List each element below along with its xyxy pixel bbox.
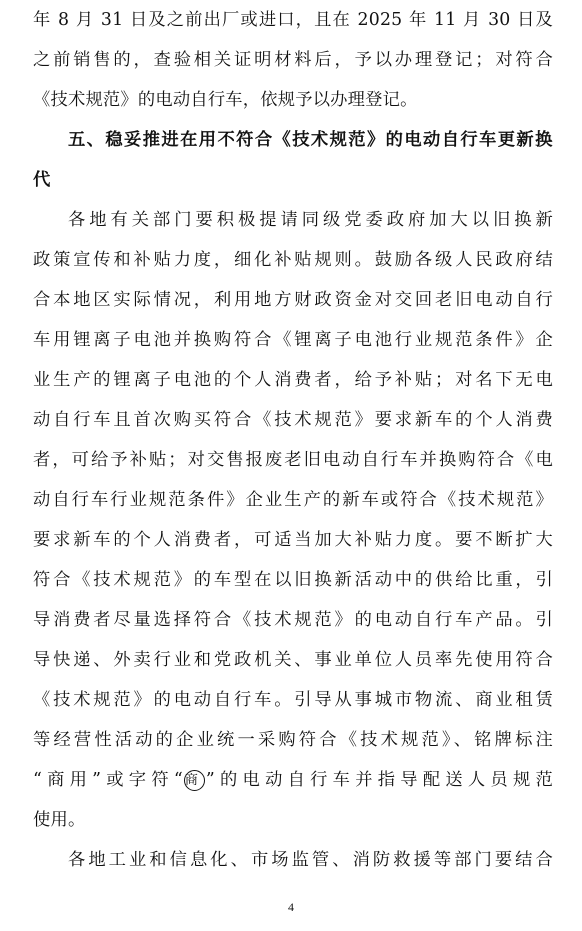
- stamp-line-after: ”的电动自行车并指导配送人员规范: [205, 770, 553, 790]
- stamp-line-before: “商用”或字符“: [33, 770, 183, 790]
- text-line: 动自行车行业规范条件》企业生产的新车或符合《技术规范》: [33, 490, 553, 510]
- text-line: 符合《技术规范》的车型在以旧换新活动中的供给比重，引: [33, 570, 553, 590]
- text-line: 政策宣传和补贴力度，细化补贴规则。鼓励各级人民政府结: [33, 250, 553, 270]
- text-line: 之前销售的，查验相关证明材料后，予以办理登记；对符合: [33, 50, 553, 70]
- text-line: 《技术规范》的电动自行车，依规予以办理登记。: [33, 90, 418, 110]
- text-line: 等经营性活动的企业统一采购符合《技术规范》、铭牌标注: [33, 730, 553, 750]
- section-heading-cont: 代: [33, 170, 51, 190]
- text-line: 导消费者尽量选择符合《技术规范》的电动自行车产品。引: [33, 610, 553, 630]
- text-line: 《技术规范》的电动自行车。引导从事城市物流、商业租赁: [33, 690, 553, 710]
- text-line: 车用锂离子电池并换购符合《锂离子电池行业规范条件》企: [33, 330, 553, 350]
- text-line-with-stamp: [33, 770, 553, 791]
- commercial-stamp-icon: 商: [184, 770, 205, 791]
- text-line: 合本地区实际情况，利用地方财政资金对交回老旧电动自行: [33, 290, 553, 310]
- section-heading: 五、稳妥推进在用不符合《技术规范》的电动自行车更新换: [68, 130, 553, 150]
- text-line: 者，可给予补贴；对交售报废老旧电动自行车并换购符合《电: [33, 450, 553, 470]
- text-line: 要求新车的个人消费者，可适当加大补贴力度。要不断扩大: [33, 530, 553, 550]
- page-number: 4: [288, 900, 294, 914]
- text-line: 使用。: [33, 810, 86, 830]
- paragraph-first-line: 各地有关部门要积极提请同级党委政府加大以旧换新: [68, 210, 553, 230]
- text-line: 动自行车且首次购买符合《技术规范》要求新车的个人消费: [33, 410, 553, 430]
- text-line: 年 8 月 31 日及之前出厂或进口，且在 2025 年 11 月 30 日及: [33, 10, 553, 30]
- text-line: 业生产的锂离子电池的个人消费者，给予补贴；对名下无电: [33, 370, 553, 390]
- text-line: 导快递、外卖行业和党政机关、事业单位人员率先使用符合: [33, 650, 553, 670]
- paragraph-first-line: 各地工业和信息化、市场监管、消防救援等部门要结合: [68, 850, 553, 870]
